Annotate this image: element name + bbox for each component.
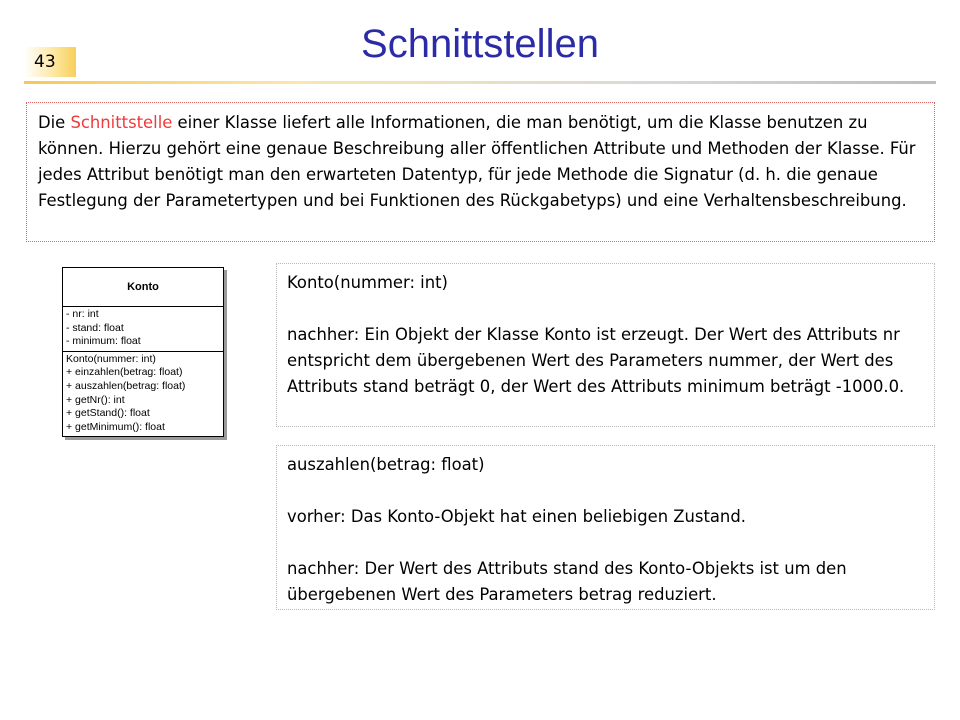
slide-number: 43 — [24, 47, 76, 77]
uml-method: Konto(nummer: int) — [66, 352, 156, 365]
auszahlen-signature: auszahlen(betrag: float) — [287, 455, 485, 474]
auszahlen-spec-box — [276, 445, 935, 610]
title-underline — [24, 81, 936, 84]
intro-highlight-term: Schnittstelle — [70, 113, 173, 132]
uml-method: + auszahlen(betrag: float) — [66, 379, 186, 392]
uml-method: + getStand(): float — [66, 407, 150, 420]
auszahlen-precondition: vorher: Das Konto-Objekt hat einen beliebigen Zustand. — [287, 507, 746, 526]
uml-attribute: - stand: float — [66, 321, 124, 334]
auszahlen-postcondition: nachher: Der Wert des Attributs stand des Konto-Objekts ist um den übergebenen Wert des Parameters betrag reduziert. — [287, 559, 847, 604]
uml-attribute: - minimum: float — [66, 335, 141, 348]
intro-text-start: Die — [38, 113, 71, 132]
constructor-postcondition: nachher: Ein Objekt der Klasse Konto ist erzeugt. Der Wert des Attributs nr entspricht dem übergebenen Wert des Parameters nummer, der Wert des Attributs stand beträgt 0, der Wert des Attributs minimum beträgt -1000.0. — [287, 325, 905, 396]
uml-attributes — [63, 307, 223, 351]
constructor-signature: Konto(nummer: int) — [287, 273, 448, 292]
uml-class-diagram — [62, 267, 224, 437]
uml-method: + getMinimum(): float — [66, 420, 165, 433]
uml-class-name: Konto — [63, 268, 223, 307]
uml-method: + einzahlen(betrag: float) — [66, 366, 183, 379]
constructor-spec-box — [276, 263, 935, 427]
uml-attribute: - nr: int — [66, 308, 99, 320]
uml-method: + getNr(): int — [66, 393, 125, 406]
intro-text-rest: einer Klasse liefert alle Informationen, die man benötigt, um die Klasse benutzen zu können. Hierzu gehört eine genaue Beschreibung aller öffentlichen Attribute und Methoden der Klasse. Für jedes Attribut benötigt man den erwarteten Datentyp, für jede Methode die Signatur (d. h. die genaue Festlegung der Parametertypen und bei Funktionen des Rückgabetyps) und eine Verhaltensbeschreibung. — [38, 113, 916, 210]
intro-text-box — [26, 102, 935, 242]
uml-methods — [63, 351, 223, 437]
slide-title: Schnittstellen — [361, 22, 599, 66]
